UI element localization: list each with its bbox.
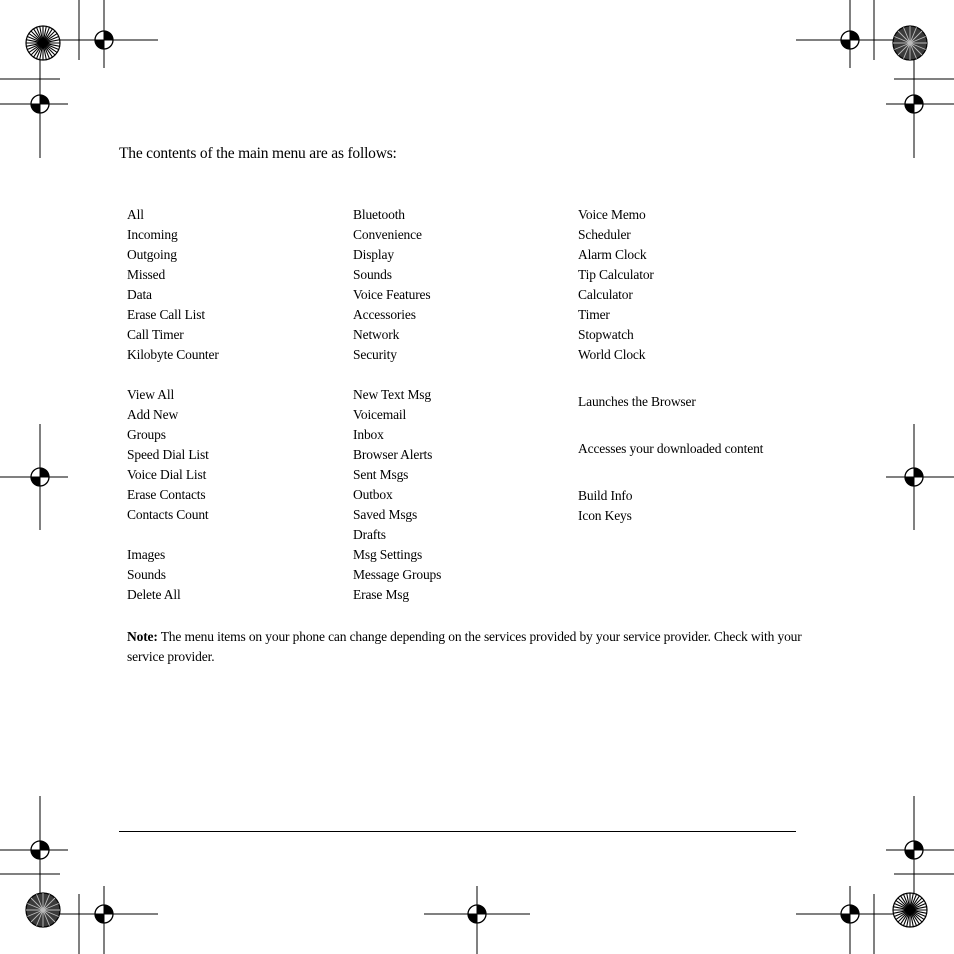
menu-item: Data: [127, 287, 152, 302]
note-text: The menu items on your phone can change depending on the services provided by your service provider. Check with your service provider.: [127, 629, 802, 664]
menu-item: New Text Msg: [353, 387, 432, 402]
menu-group-recent-calls: [127, 205, 347, 365]
menu-item: Stopwatch: [578, 327, 634, 342]
menu-column-2: [353, 205, 573, 625]
menu-item: Delete All: [127, 587, 181, 602]
menu-item: Message Groups: [353, 567, 442, 582]
menu-group-contacts: [127, 385, 347, 525]
menu-item: Voice Features: [353, 287, 431, 302]
menu-item: Add New: [127, 407, 179, 422]
footer-rule: [119, 831, 796, 832]
menu-item: Msg Settings: [353, 547, 423, 562]
menu-item: Drafts: [353, 527, 386, 542]
menu-group-settings: [353, 205, 573, 365]
menu-group-downloads: [578, 439, 818, 459]
menu-item: Images: [127, 547, 166, 562]
menu-item: Sounds: [127, 567, 166, 582]
menu-item: Tip Calculator: [578, 267, 654, 282]
menu-item: Voicemail: [353, 407, 407, 422]
menu-item: Groups: [127, 427, 166, 442]
menu-group-phone-info: [578, 486, 818, 526]
menu-item: Accessories: [353, 307, 416, 322]
menu-item: All: [127, 207, 144, 222]
menu-item: Timer: [578, 307, 610, 322]
menu-group-my-content: [127, 545, 347, 605]
menu-item: Sent Msgs: [353, 467, 409, 482]
menu-item: Accesses your downloaded content: [578, 441, 764, 456]
menu-column-1: [127, 205, 347, 625]
menu-item: Icon Keys: [578, 508, 632, 523]
menu-item: Speed Dial List: [127, 447, 209, 462]
menu-item: Build Info: [578, 488, 633, 503]
menu-item: Security: [353, 347, 397, 362]
menu-item: Display: [353, 247, 394, 262]
menu-item: Outbox: [353, 487, 393, 502]
menu-group-tools: [578, 205, 818, 365]
menu-item: Erase Call List: [127, 307, 205, 322]
menu-item: Kilobyte Counter: [127, 347, 219, 362]
menu-item: Scheduler: [578, 227, 631, 242]
menu-item: Bluetooth: [353, 207, 405, 222]
menu-item: World Clock: [578, 347, 646, 362]
menu-item: Network: [353, 327, 400, 342]
menu-item: Erase Contacts: [127, 487, 206, 502]
menu-item: View All: [127, 387, 175, 402]
note-label: Note:: [127, 629, 158, 644]
menu-item: Call Timer: [127, 327, 184, 342]
menu-item: Missed: [127, 267, 166, 282]
menu-item: Contacts Count: [127, 507, 209, 522]
menu-item: Voice Memo: [578, 207, 646, 222]
menu-item: Calculator: [578, 287, 633, 302]
menu-item: Inbox: [353, 427, 384, 442]
menu-item: Sounds: [353, 267, 392, 282]
menu-column-3: [578, 205, 818, 553]
menu-item: Voice Dial List: [127, 467, 207, 482]
menu-item: Incoming: [127, 227, 178, 242]
menu-item: Browser Alerts: [353, 447, 433, 462]
note-paragraph: [127, 627, 807, 667]
menu-item: Outgoing: [127, 247, 177, 262]
menu-group-messaging: [353, 385, 573, 605]
menu-item: Convenience: [353, 227, 422, 242]
menu-item: Launches the Browser: [578, 394, 696, 409]
menu-group-browser: [578, 392, 818, 412]
menu-item: Erase Msg: [353, 587, 410, 602]
intro-text: The contents of the main menu are as follows:: [119, 145, 397, 162]
menu-item: Alarm Clock: [578, 247, 647, 262]
menu-item: Saved Msgs: [353, 507, 418, 522]
